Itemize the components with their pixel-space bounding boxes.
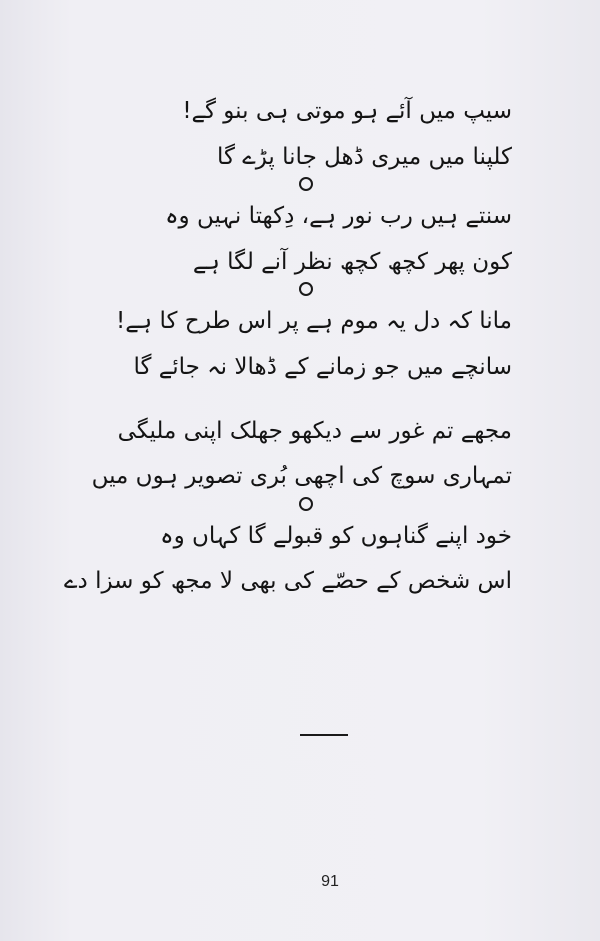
page-number: 91	[321, 873, 339, 890]
poem-line: سنتے ہیں رب نور ہے، دِکھتا نہیں وہ	[165, 203, 512, 230]
stanza-separator-circle	[299, 282, 313, 296]
stanza-separator-circle	[299, 497, 313, 511]
stanza-5	[64, 522, 512, 596]
poem-line: خود اپنے گناہوں کو قبولے گا کہاں وہ	[160, 522, 512, 549]
poem	[64, 84, 512, 596]
poem-line: کون پھر کچھ کچھ نظر آنے لگا ہے	[192, 248, 512, 275]
poem-line: سیپ میں آئے ہو موتی ہی بنو گے!	[182, 98, 512, 124]
poem-line: مانا کہ دل یہ موم ہے پر اس طرح کا ہے!	[115, 308, 512, 335]
stanza-separator-circle	[299, 177, 313, 191]
poem-line: مجھے تم غور سے دیکھو جھلک اپنی ملیگی	[117, 417, 512, 444]
end-rule-divider	[300, 734, 348, 736]
stanza-3	[112, 308, 512, 381]
poem-line: کلپنا میں میری ڈھل جانا پڑے گا	[217, 143, 512, 170]
poem-line: اس شخص کے حصّے کی بھی لا مجھ کو سزا دے	[64, 568, 512, 595]
stanza-2	[112, 203, 512, 276]
stanza-4	[91, 417, 512, 491]
stanza-1	[112, 98, 512, 171]
poem-line: تمہاری سوچ کی اچھی بُری تصویر ہوں میں	[91, 463, 512, 490]
poem-line: سانچے میں جو زمانے کے ڈھالا نہ جائے گا	[133, 353, 512, 380]
